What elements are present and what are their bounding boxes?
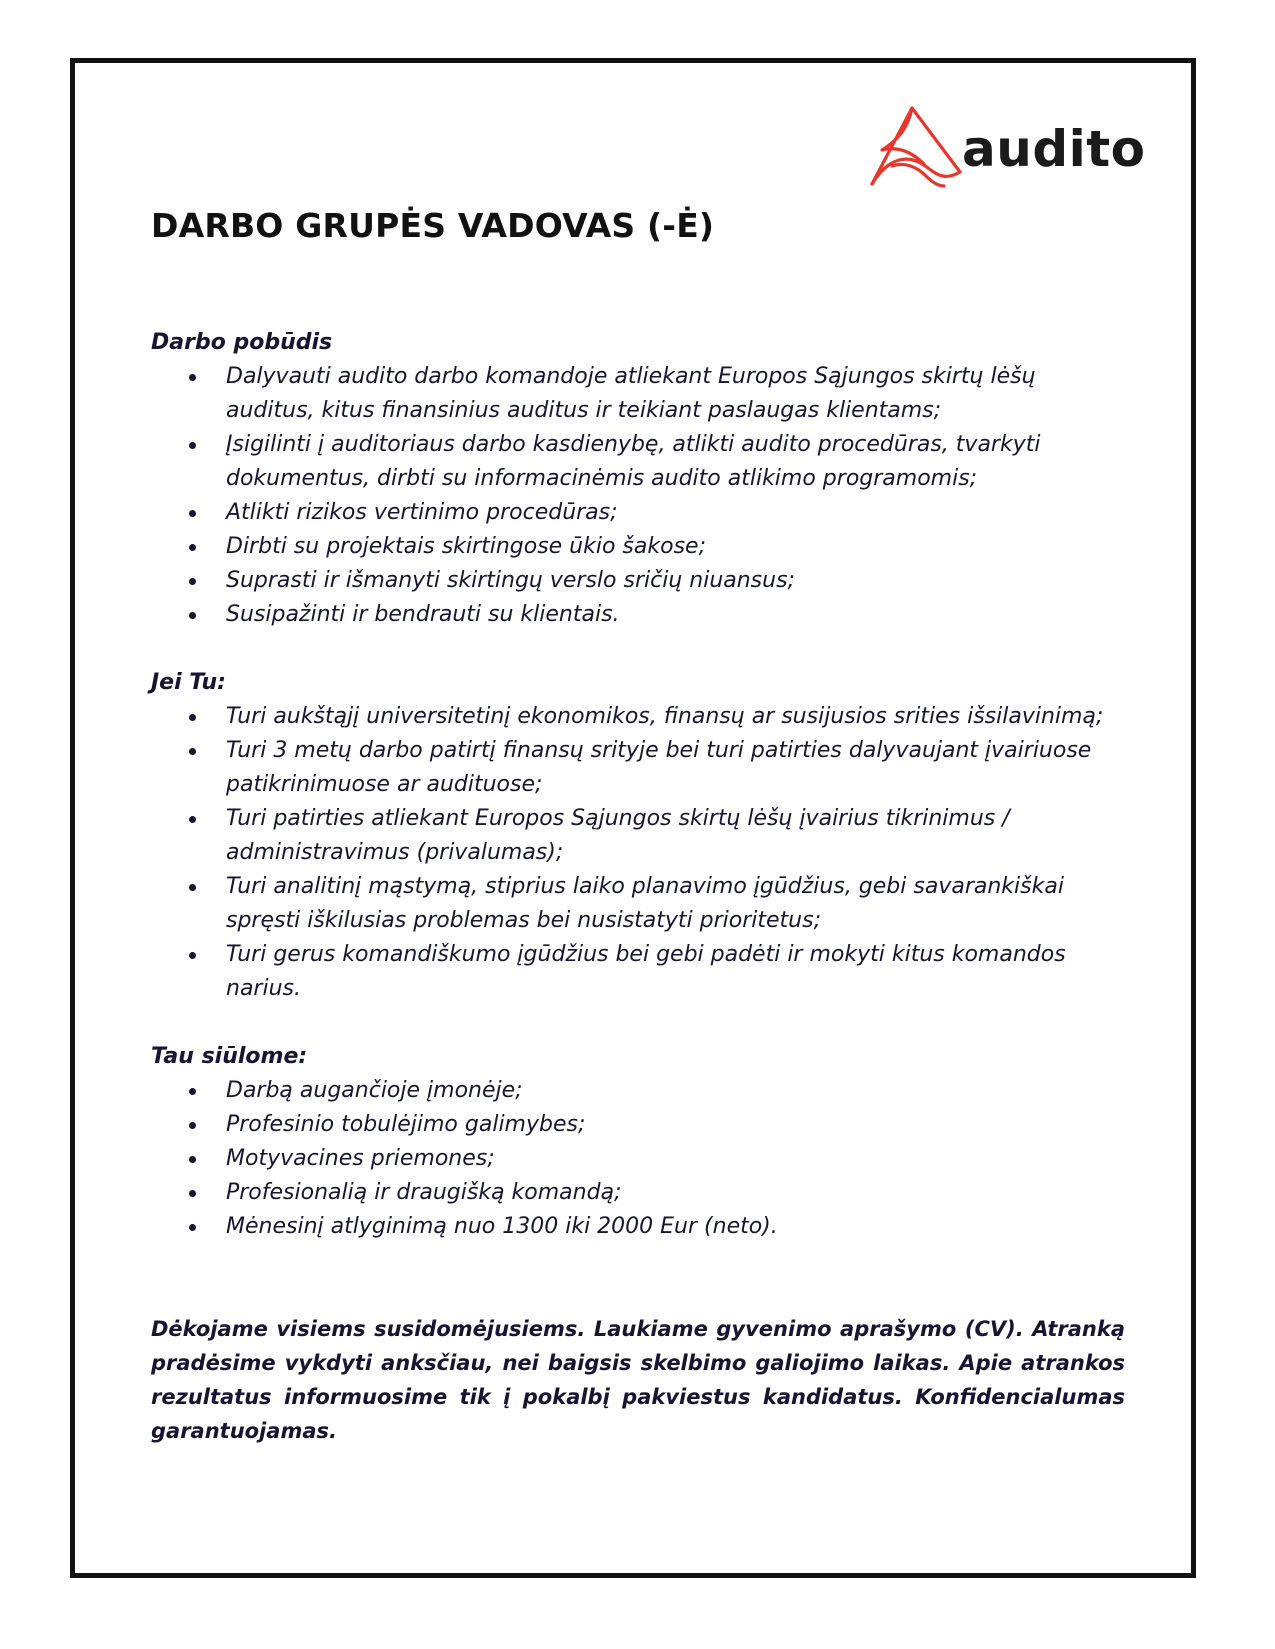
list-item: [151, 1108, 1131, 1142]
list-item-text: Turi 3 metų darbo patirtį finansų srityje bei turi patirties dalyvaujant įvairiuose patikrinimuose ar audituose;: [226, 738, 1092, 797]
list-item: [151, 734, 1131, 802]
bullet-list: [151, 700, 1131, 1006]
list-item: [151, 700, 1131, 734]
list-item: [151, 802, 1131, 870]
bullet-icon: [189, 612, 196, 619]
list-item-text: Turi analitinį mąstymą, stiprius laiko planavimo įgūdžius, gebi savarankiškai spręsti iškilusias problemas bei nusistatyti prioritetus;: [226, 874, 1064, 933]
bullet-icon: [189, 884, 196, 891]
bullet-icon: [189, 1224, 196, 1231]
section-heading: Darbo pobūdis: [151, 330, 333, 355]
list-item: [151, 1142, 1131, 1176]
section-darbo-pobudis: [151, 326, 1131, 632]
list-item-text: Profesionalią ir draugišką komandą;: [226, 1180, 622, 1205]
bullet-icon: [189, 952, 196, 959]
bullet-icon: [189, 374, 196, 381]
bullet-icon: [189, 1190, 196, 1197]
bullet-icon: [189, 1122, 196, 1129]
list-item: [151, 530, 1131, 564]
list-item: [151, 1176, 1131, 1210]
audito-logo-mark-icon: [868, 106, 964, 190]
list-item: [151, 360, 1131, 428]
bullet-icon: [189, 714, 196, 721]
list-item-text: Turi gerus komandiškumo įgūdžius bei gebi padėti ir mokyti kitus komandos narius.: [226, 942, 1066, 1001]
list-item-text: Dirbti su projektais skirtingose ūkio šakose;: [226, 534, 706, 559]
bullet-icon: [189, 1088, 196, 1095]
list-item-text: Profesinio tobulėjimo galimybes;: [226, 1112, 586, 1137]
bullet-list: [151, 1074, 1131, 1244]
list-item: [151, 598, 1131, 632]
section-tau-siulome: [151, 1040, 1131, 1244]
list-item-text: Mėnesinį atlyginimą nuo 1300 iki 2000 Eur (neto).: [226, 1214, 778, 1239]
brand-name: audito: [962, 120, 1146, 178]
bullet-icon: [189, 510, 196, 517]
list-item-text: Įsigilinti į auditoriaus darbo kasdienybę, atlikti audito procedūras, tvarkyti dokumentus, dirbti su informacinėmis audito atlikimo programomis;: [226, 432, 1041, 491]
bullet-list: [151, 360, 1131, 632]
list-item-text: Turi patirties atliekant Europos Sąjungos skirtų lėšų įvairius tikrinimus / administravimus (privalumas);: [226, 806, 1010, 865]
list-item-text: Suprasti ir išmanyti skirtingų verslo sričių niuansus;: [226, 568, 795, 593]
bullet-icon: [189, 578, 196, 585]
bullet-icon: [189, 748, 196, 755]
list-item: [151, 1210, 1131, 1244]
list-item-text: Turi aukštąjį universitetinį ekonomikos, finansų ar susijusios srities išsilavinimą;: [226, 704, 1104, 729]
list-item: [151, 938, 1131, 1006]
list-item-text: Dalyvauti audito darbo komandoje atliekant Europos Sąjungos skirtų lėšų auditus, kitus finansinius auditus ir teikiant paslaugas klientams;: [226, 364, 1036, 423]
closing-statement: Dėkojame visiems susidomėjusiems. Laukiame gyvenimo aprašymo (CV). Atranką pradėsime vykdyti anksčiau, nei baigsis skelbimo galiojimo laikas. Apie atrankos rezultatus informuosime tik į pokalbį pakviestus kandidatus. Konfidencialumas garantuojamas.: [151, 1317, 1125, 1443]
list-item: [151, 564, 1131, 598]
list-item: [151, 1074, 1131, 1108]
bullet-icon: [189, 816, 196, 823]
list-item-text: Susipažinti ir bendrauti su klientais.: [226, 602, 620, 627]
bullet-icon: [189, 1156, 196, 1163]
list-item-text: Atlikti rizikos vertinimo procedūras;: [226, 500, 618, 525]
bullet-icon: [189, 544, 196, 551]
job-description: [151, 326, 1131, 1278]
section-heading: Jei Tu:: [151, 670, 226, 695]
list-item: [151, 428, 1131, 496]
section-jei-tu: [151, 666, 1131, 1006]
list-item: [151, 870, 1131, 938]
list-item: [151, 496, 1131, 530]
audito-logo: [868, 106, 1146, 190]
page-title: DARBO GRUPĖS VADOVAS (-Ė): [151, 206, 715, 245]
section-heading: Tau siūlome:: [151, 1044, 308, 1069]
list-item-text: Motyvacines priemones;: [226, 1146, 495, 1171]
list-item-text: Darbą augančioje įmonėje;: [226, 1078, 523, 1103]
bullet-icon: [189, 442, 196, 449]
